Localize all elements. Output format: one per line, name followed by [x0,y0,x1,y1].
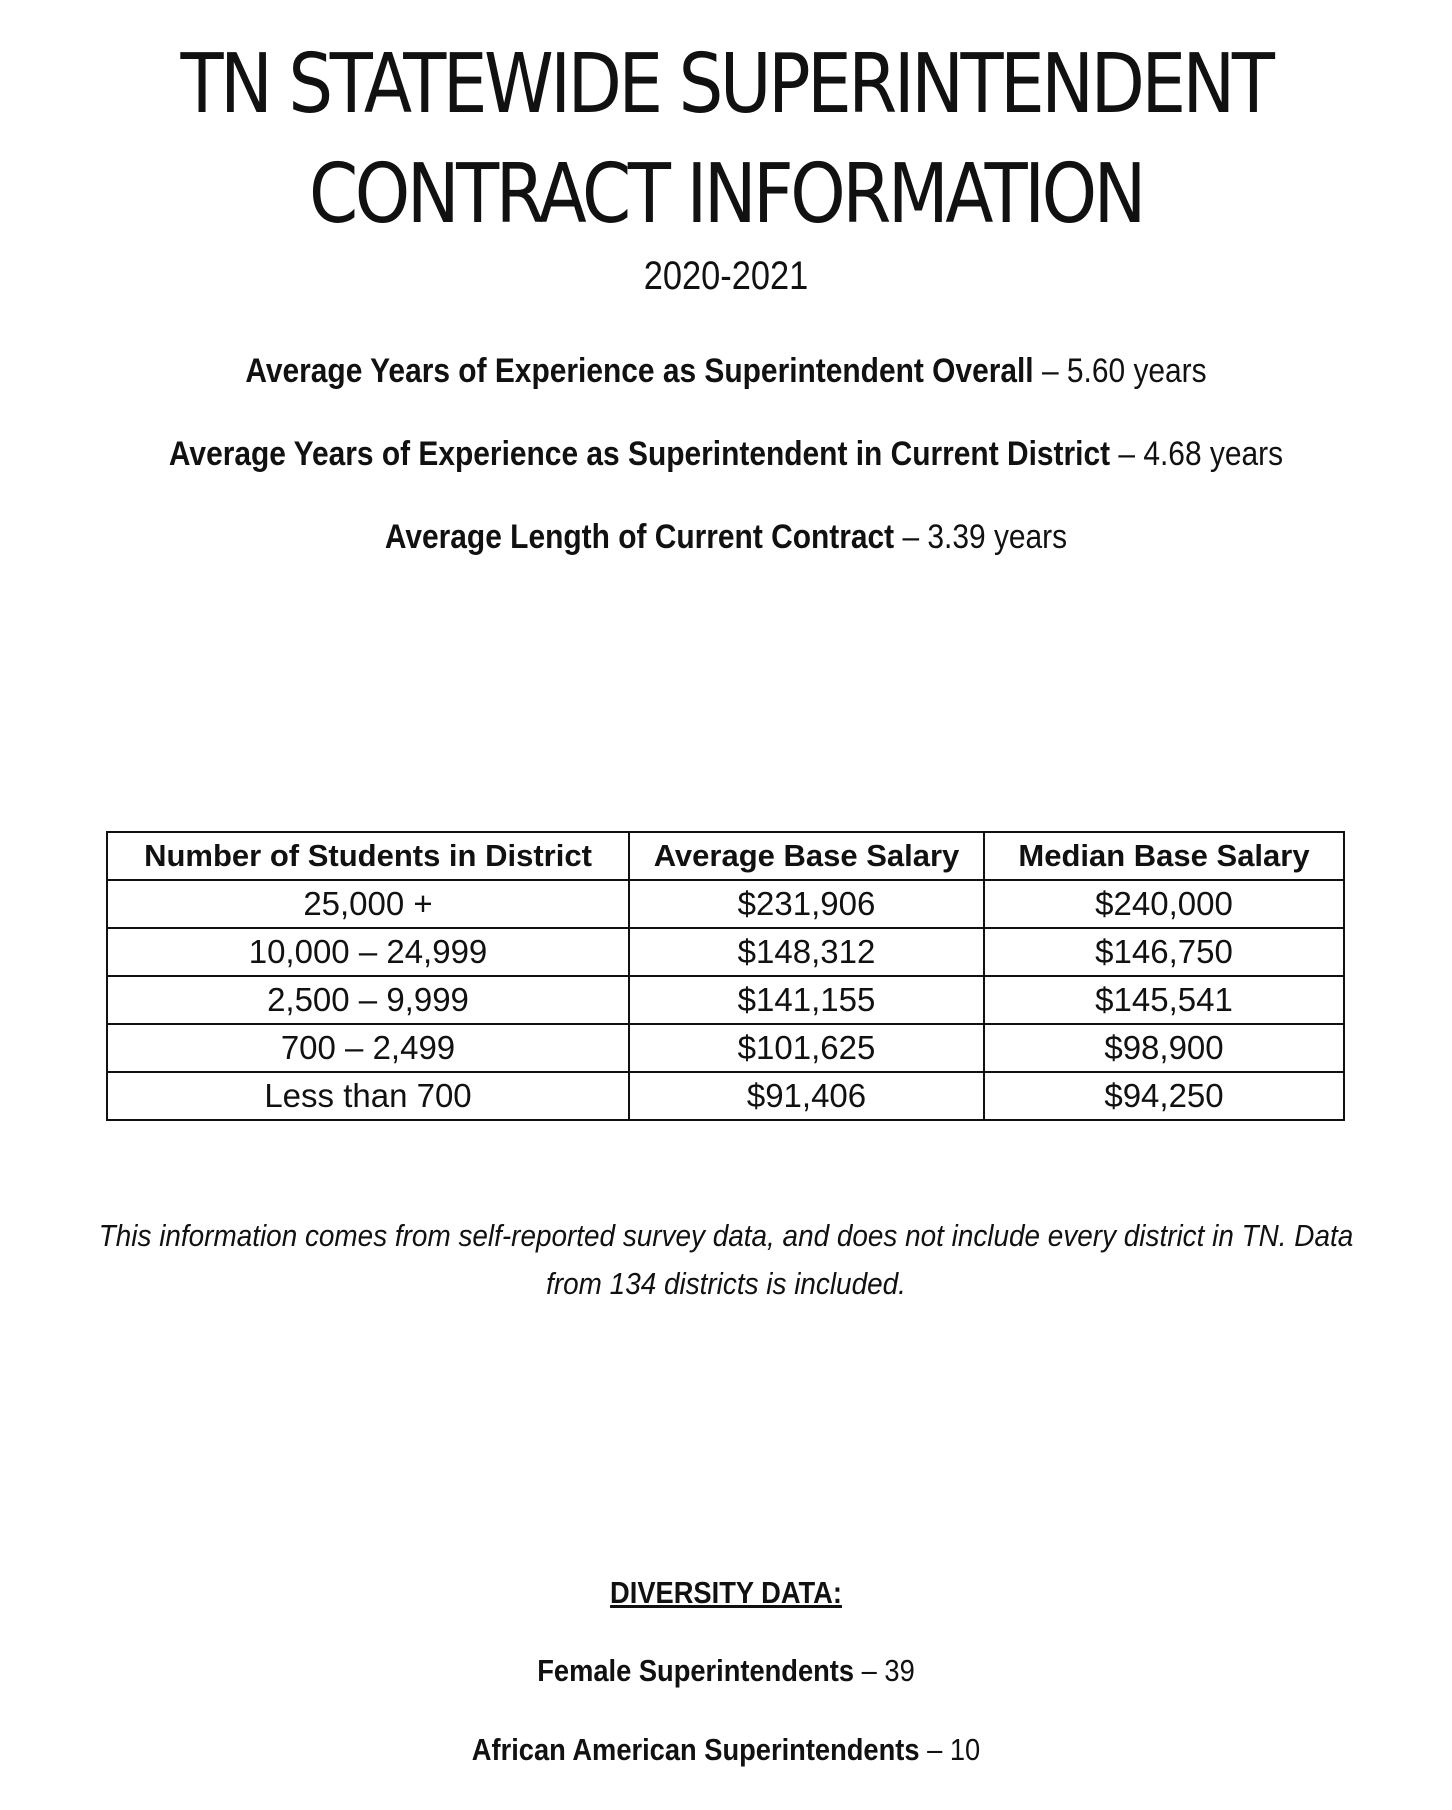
table-row [107,1072,1344,1120]
stat-value: – 4.68 years [1118,435,1284,473]
cell-students: 700 – 2,499 [107,1024,629,1072]
diversity-female [87,1651,1365,1691]
cell-students: 2,500 – 9,999 [107,976,629,1024]
cell-average: $141,155 [629,976,984,1024]
diversity-value: – 39 [861,1653,915,1688]
cell-median: $98,900 [984,1024,1344,1072]
diversity-heading: DIVERSITY DATA: [610,1575,842,1610]
diversity-label: Female Superintendents [537,1653,855,1688]
diversity-african-american [87,1730,1365,1770]
header-students: Number of Students in District [107,832,629,880]
header-average-salary: Average Base Salary [629,832,984,880]
stat-label: Average Years of Experience as Superintendent in Current District [168,435,1111,473]
stat-contract-length [87,516,1365,558]
page-title [102,30,1351,250]
stat-value: – 5.60 years [1041,352,1207,390]
cell-average: $101,625 [629,1024,984,1072]
stat-label: Average Length of Current Contract [384,518,895,556]
title-line-2: CONTRACT INFORMATION [308,147,1144,242]
cell-median: $146,750 [984,928,1344,976]
header-median-salary: Median Base Salary [984,832,1344,880]
diversity-label: African American Superintendents [471,1732,920,1767]
salary-table [106,831,1345,1121]
note-line-1: This information comes from self-reported survey data, and does not include every district in TN. Data [98,1218,1354,1253]
cell-average: $231,906 [629,880,984,928]
cell-median: $94,250 [984,1072,1344,1120]
cell-average: $148,312 [629,928,984,976]
table-row [107,976,1344,1024]
table-row [107,1024,1344,1072]
data-source-note [73,1212,1380,1308]
table-row [107,928,1344,976]
cell-students: 10,000 – 24,999 [107,928,629,976]
table-row [107,880,1344,928]
title-line-1: TN STATEWIDE SUPERINTENDENT [180,37,1272,132]
cell-students: Less than 700 [107,1072,629,1120]
cell-students: 25,000 + [107,880,629,928]
stat-district-experience [87,433,1365,475]
note-line-2: from 134 districts is included. [546,1266,906,1301]
stat-value: – 3.39 years [902,518,1068,556]
diversity-value: – 10 [927,1732,981,1767]
cell-median: $240,000 [984,880,1344,928]
stat-label: Average Years of Experience as Superintendent Overall [245,352,1034,390]
school-year: 2020-2021 [643,254,809,298]
table-header-row [107,832,1344,880]
cell-median: $145,541 [984,976,1344,1024]
stat-overall-experience [87,350,1365,392]
cell-average: $91,406 [629,1072,984,1120]
